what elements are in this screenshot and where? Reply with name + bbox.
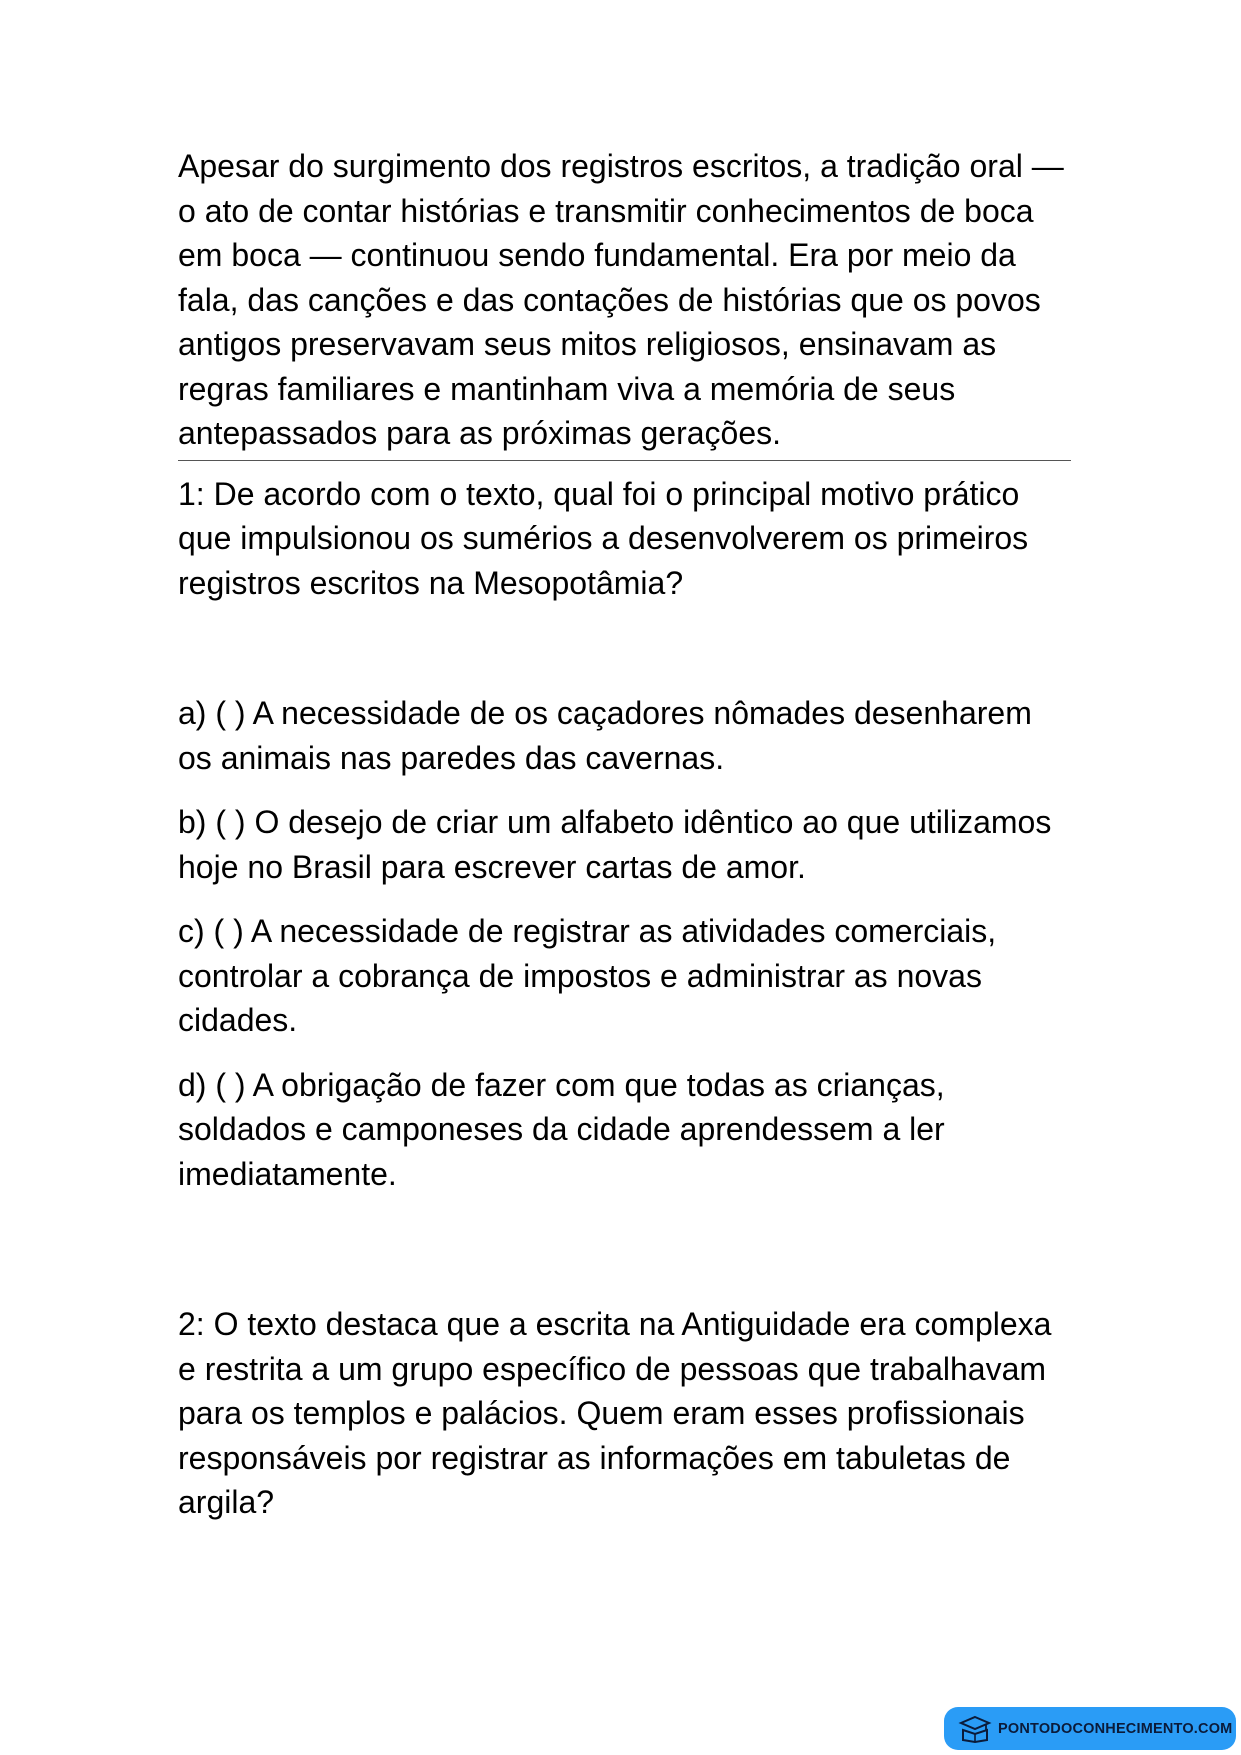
watermark-text: PONTODOCONHECIMENTO.COM xyxy=(998,1720,1233,1737)
passage-text: Apesar do surgimento dos registros escritos, a tradição oral — o ato de contar histórias e transmitir conhecimentos de boca em boca — continuou sendo fundamental. Era por meio da fala, das canções e das contações de histórias que os povos antigos preservavam seus mitos religiosos, ensinavam as regras familiares e mantinham viva a memória de seus antepassados para as próximas gerações. xyxy=(178,148,1064,451)
question-2-text: 2: O texto destaca que a escrita na Antiguidade era complexa e restrita a um grupo específico de pessoas que trabalhavam para os templos e palácios. Quem eram esses profissionais responsáveis por registrar as informações em tabuletas de argila? xyxy=(178,1306,1052,1520)
section-divider xyxy=(178,460,1071,461)
question-1-text: 1: De acordo com o texto, qual foi o principal motivo prático que impulsionou os sumérios a desenvolverem os primeiros registros escritos na Mesopotâmia? xyxy=(178,475,1029,601)
option-c: c) ( ) A necessidade de registrar as atividades comerciais, controlar a cobrança de impostos e administrar as novas cidades. xyxy=(178,913,997,1038)
document-content xyxy=(178,144,1068,1525)
option-d: d) ( ) A obrigação de fazer com que todas as crianças, soldados e camponeses da cidade aprendessem a ler imediatamente. xyxy=(178,1066,945,1192)
option-a: a) ( ) A necessidade de os caçadores nômades desenharem os animais nas paredes das cavernas. xyxy=(178,695,1032,776)
graduation-book-icon xyxy=(958,1715,992,1743)
spacer xyxy=(178,1216,1068,1302)
spacer xyxy=(178,605,1068,691)
option-b: b) ( ) O desejo de criar um alfabeto idêntico ao que utilizamos hoje no Brasil para escrever cartas de amor. xyxy=(178,804,1052,885)
watermark-badge[interactable] xyxy=(944,1707,1236,1750)
